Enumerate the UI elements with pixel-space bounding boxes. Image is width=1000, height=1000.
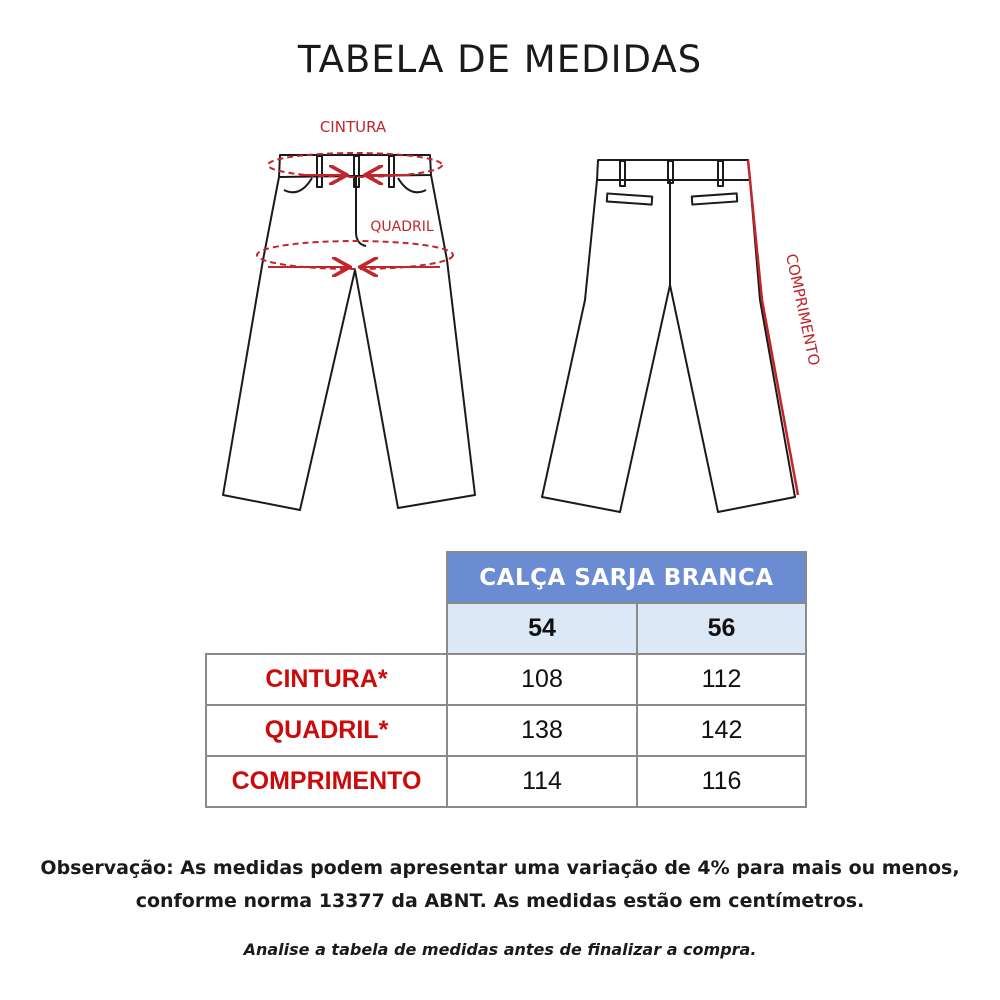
page-title: TABELA DE MEDIDAS [297,38,703,81]
size-56-header: 56 [637,603,806,654]
table-cell: 142 [637,705,806,756]
product-name: CALÇA SARJA BRANCA [447,552,806,603]
front-pants-drawing [223,155,475,510]
hip-label: QUADRIL [370,219,434,235]
pants-illustration [0,100,1000,530]
observation-line-1: Observação: As medidas podem apresentar uma variação de 4% para mais ou menos, [40,857,960,879]
back-pants-drawing [542,160,795,512]
waist-label: CINTURA [319,118,387,136]
observation-line-2: conforme norma 13377 da ABNT. As medidas estão em centímetros. [135,890,865,912]
table-cell: 112 [637,654,806,705]
product-header-row [206,552,806,603]
blank-corner [206,552,447,603]
size-54-header: 54 [447,603,637,654]
table-row [206,654,806,705]
size-header-row [206,603,806,654]
table-cell: 116 [637,756,806,807]
table-row [206,756,806,807]
observation-note [0,852,1000,918]
table-cell: 108 [447,654,637,705]
blank-corner [206,603,447,654]
table-row [206,705,806,756]
footer-note: Analise a tabela de medidas antes de finalizar a compra. [243,940,757,959]
row-label-waist: CINTURA* [206,654,447,705]
size-table [205,551,807,808]
row-label-length: COMPRIMENTO [206,756,447,807]
length-measure-line [748,160,798,495]
length-label: COMPRIMENTO [782,252,824,368]
row-label-hip: QUADRIL* [206,705,447,756]
table-cell: 138 [447,705,637,756]
table-cell: 114 [447,756,637,807]
